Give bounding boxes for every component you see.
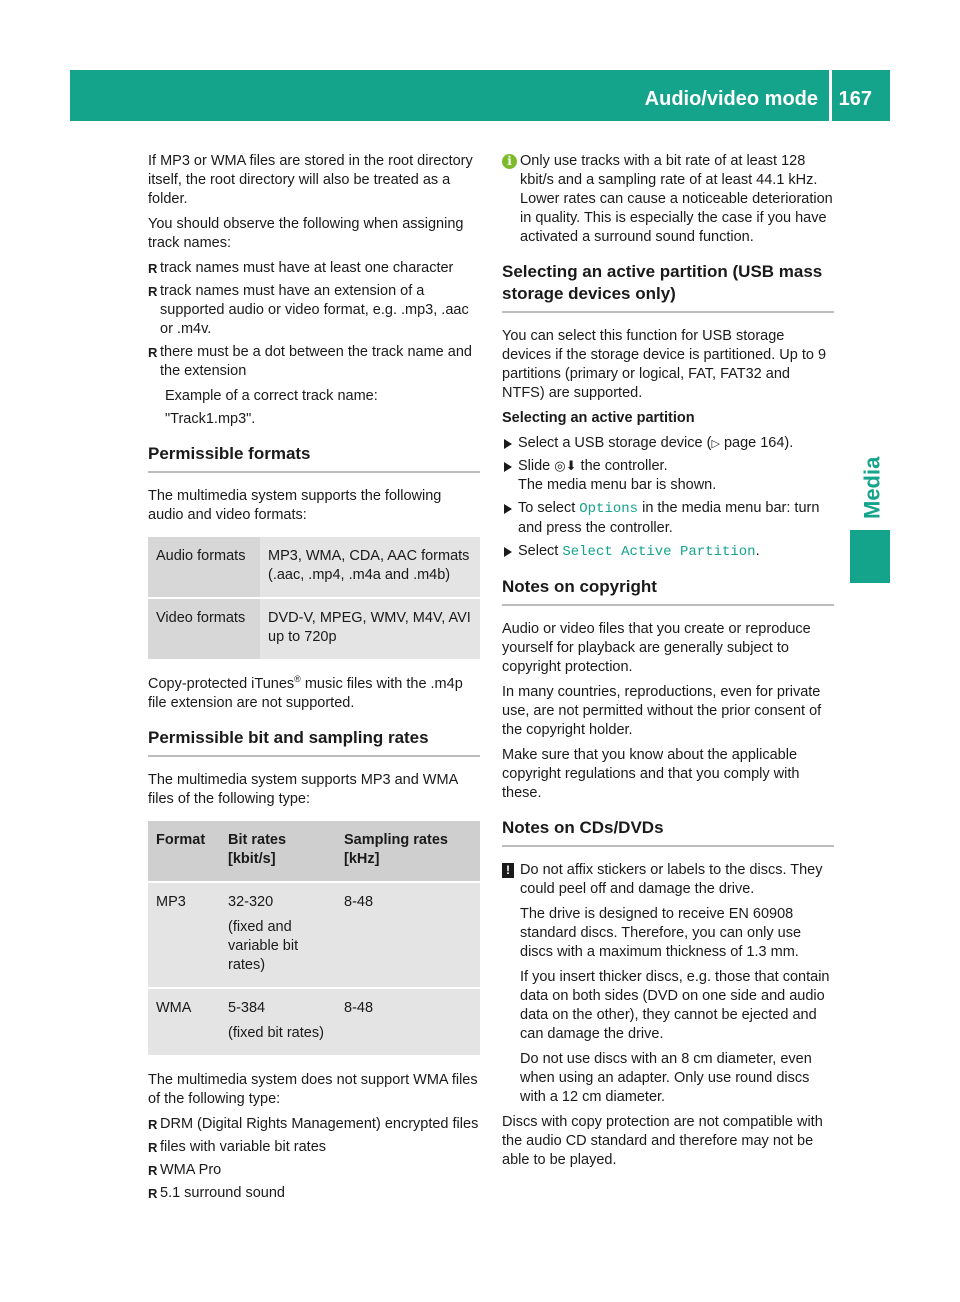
cds-final-paragraph: Discs with copy protection are not compatible with the audio CD standard and therefore may not be able to be played. <box>502 1114 823 1168</box>
info-note <box>502 152 834 247</box>
step-text-end: the controller. <box>576 458 668 474</box>
registered-mark: ® <box>294 674 301 685</box>
step-text: Select <box>518 543 563 559</box>
table-cell <box>220 883 336 987</box>
list-item <box>148 343 480 381</box>
partition-intro: You can select this function for USB storage devices if the storage device is partitioned. Up to 9 partitions (primary or logical, FAT, FAT32 and NTFS) are supported. <box>502 328 827 401</box>
heading-copyright: Notes on copyright <box>502 576 834 606</box>
table-cell-key: Video formats <box>148 599 260 659</box>
step-text: Select a USB storage device ( <box>518 435 712 451</box>
step-item <box>502 457 834 495</box>
menu-option-options: Options <box>579 501 639 517</box>
step-item <box>502 499 834 538</box>
side-tab-label: Media <box>859 456 885 520</box>
rates-table <box>148 819 480 1057</box>
step-text: To select <box>518 500 580 516</box>
header-bar <box>70 70 890 121</box>
page-ref-icon: ▷ <box>711 437 720 450</box>
step-result: The media menu bar is shown. <box>518 477 717 493</box>
step-text-end: in the media menu bar: turn and press the controller. <box>518 500 820 536</box>
page-reference-link[interactable]: page 164 <box>723 435 785 451</box>
table-cell: 8-48 <box>336 883 480 987</box>
bitrate-value: 5-384 <box>228 1000 266 1016</box>
formats-table <box>148 535 480 661</box>
intro-paragraph: If MP3 or WMA files are stored in the root directory itself, the root directory will also be treated as a folder. <box>148 153 473 207</box>
table-cell-value: MP3, WMA, CDA, AAC formats (.aac, .mp4, .m4a and .m4b) <box>260 537 480 597</box>
menu-option-select-active-partition: Select Active Partition <box>562 544 756 560</box>
step-text-end: . <box>755 543 760 559</box>
bitrate-value: 32-320 <box>228 894 274 910</box>
step-text: Slide <box>518 458 555 474</box>
list-item: R track names must have an extension of a supported audio or video format, e.g. .mp3, .aac or .m4v. <box>148 282 480 339</box>
step-item <box>502 542 834 562</box>
step-item <box>502 434 834 453</box>
itunes-text: Copy-protected iTunes <box>148 676 295 692</box>
column-header: Bit rates [kbit/s] <box>220 821 336 881</box>
warning-note <box>502 861 834 1107</box>
left-column <box>148 152 480 1209</box>
header-divider <box>829 70 832 121</box>
table-row <box>148 883 480 987</box>
unsupported-intro: The multimedia system does not support WMA files of the following type: <box>148 1072 478 1107</box>
page-number: 167 <box>838 88 872 110</box>
info-note-text: Only use tracks with a bit rate of at least 128 kbit/s and a sampling rate of at least 44.1 kHz. Lower rates can cause a noticeable deterioration in quality. This is especially the case if you have activated a surround sound function. <box>520 153 833 245</box>
warning-icon: ! <box>502 863 514 878</box>
bitrate-note: (fixed and variable bit rates) <box>228 919 299 973</box>
info-icon: i <box>502 154 517 169</box>
rates-intro: The multimedia system supports MP3 and WMA files of the following type: <box>148 772 458 807</box>
table-cell: WMA <box>148 989 220 1055</box>
itunes-text-end: music files with the .m4p file extension are not supported. <box>148 676 463 711</box>
track-rules-list <box>148 259 480 381</box>
copyright-paragraph: Make sure that you know about the applicable copyright regulations and that you comply with these. <box>502 747 800 801</box>
warning-paragraph: Do not affix stickers or labels to the discs. They could peel off and damage the drive. <box>520 862 823 897</box>
copyright-paragraph: Audio or video files that you create or reproduce yourself for playback are generally subject to copyright protection. <box>502 621 811 675</box>
list-item-text: there must be a dot between the track name and the extension <box>160 344 472 379</box>
itunes-note <box>148 675 480 713</box>
table-header-row <box>148 821 480 881</box>
partition-subheading: Selecting an active partition <box>502 410 695 426</box>
list-item: R WMA Pro <box>148 1161 480 1180</box>
example-label: Example of a correct track name: <box>165 388 378 404</box>
column-header: Format <box>148 821 220 881</box>
warning-paragraph: Do not use discs with an 8 cm diameter, even when using an adapter. Only use round discs with a 12 cm diameter. <box>520 1051 812 1105</box>
heading-permissible-formats: Permissible formats <box>148 443 480 473</box>
controller-slide-icon: ◎⬇ <box>554 459 577 474</box>
bitrate-note: (fixed bit rates) <box>228 1025 324 1041</box>
copyright-paragraph: In many countries, reproductions, even for private use, are not permitted without the prior consent of the copyright holder. <box>502 684 822 738</box>
formats-intro: The multimedia system supports the following audio and video formats: <box>148 488 442 523</box>
list-item: R DRM (Digital Rights Management) encrypted files <box>148 1115 480 1134</box>
heading-cds-dvds: Notes on CDs/DVDs <box>502 817 834 847</box>
table-cell-value: DVD-V, MPEG, WMV, M4V, AVI up to 720p <box>260 599 480 659</box>
table-row <box>148 599 480 659</box>
page-section-title: Audio/video mode <box>644 88 818 110</box>
table-row <box>148 537 480 597</box>
table-cell: MP3 <box>148 883 220 987</box>
side-tab-marker <box>850 530 890 583</box>
heading-active-partition: Selecting an active partition (USB mass storage devices only) <box>502 261 834 313</box>
warning-paragraph: The drive is designed to receive EN 60908 standard discs. Therefore, you can only use discs with a maximum thickness of 1.3 mm. <box>520 906 802 960</box>
list-item: R track names must have at least one character <box>148 259 480 278</box>
step-text-end: ). <box>784 435 794 451</box>
right-column <box>502 152 834 1176</box>
table-cell <box>220 989 336 1055</box>
unsupported-list <box>148 1115 480 1203</box>
column-header: Sampling rates [kHz] <box>336 821 480 881</box>
table-row <box>148 989 480 1055</box>
table-cell-key: Audio formats <box>148 537 260 597</box>
heading-bit-rates: Permissible bit and sampling rates <box>148 727 480 757</box>
intro-paragraph: You should observe the following when assigning track names: <box>148 216 464 251</box>
list-item: R files with variable bit rates <box>148 1138 480 1157</box>
partition-steps <box>502 434 834 562</box>
table-cell: 8-48 <box>336 989 480 1055</box>
list-item: R 5.1 surround sound <box>148 1184 480 1203</box>
example-value: "Track1.mp3". <box>165 411 256 427</box>
warning-paragraph: If you insert thicker discs, e.g. those that contain data on both sides (DVD on one side and audio data on the other), they cannot be ejected and can damage the drive. <box>520 969 830 1042</box>
